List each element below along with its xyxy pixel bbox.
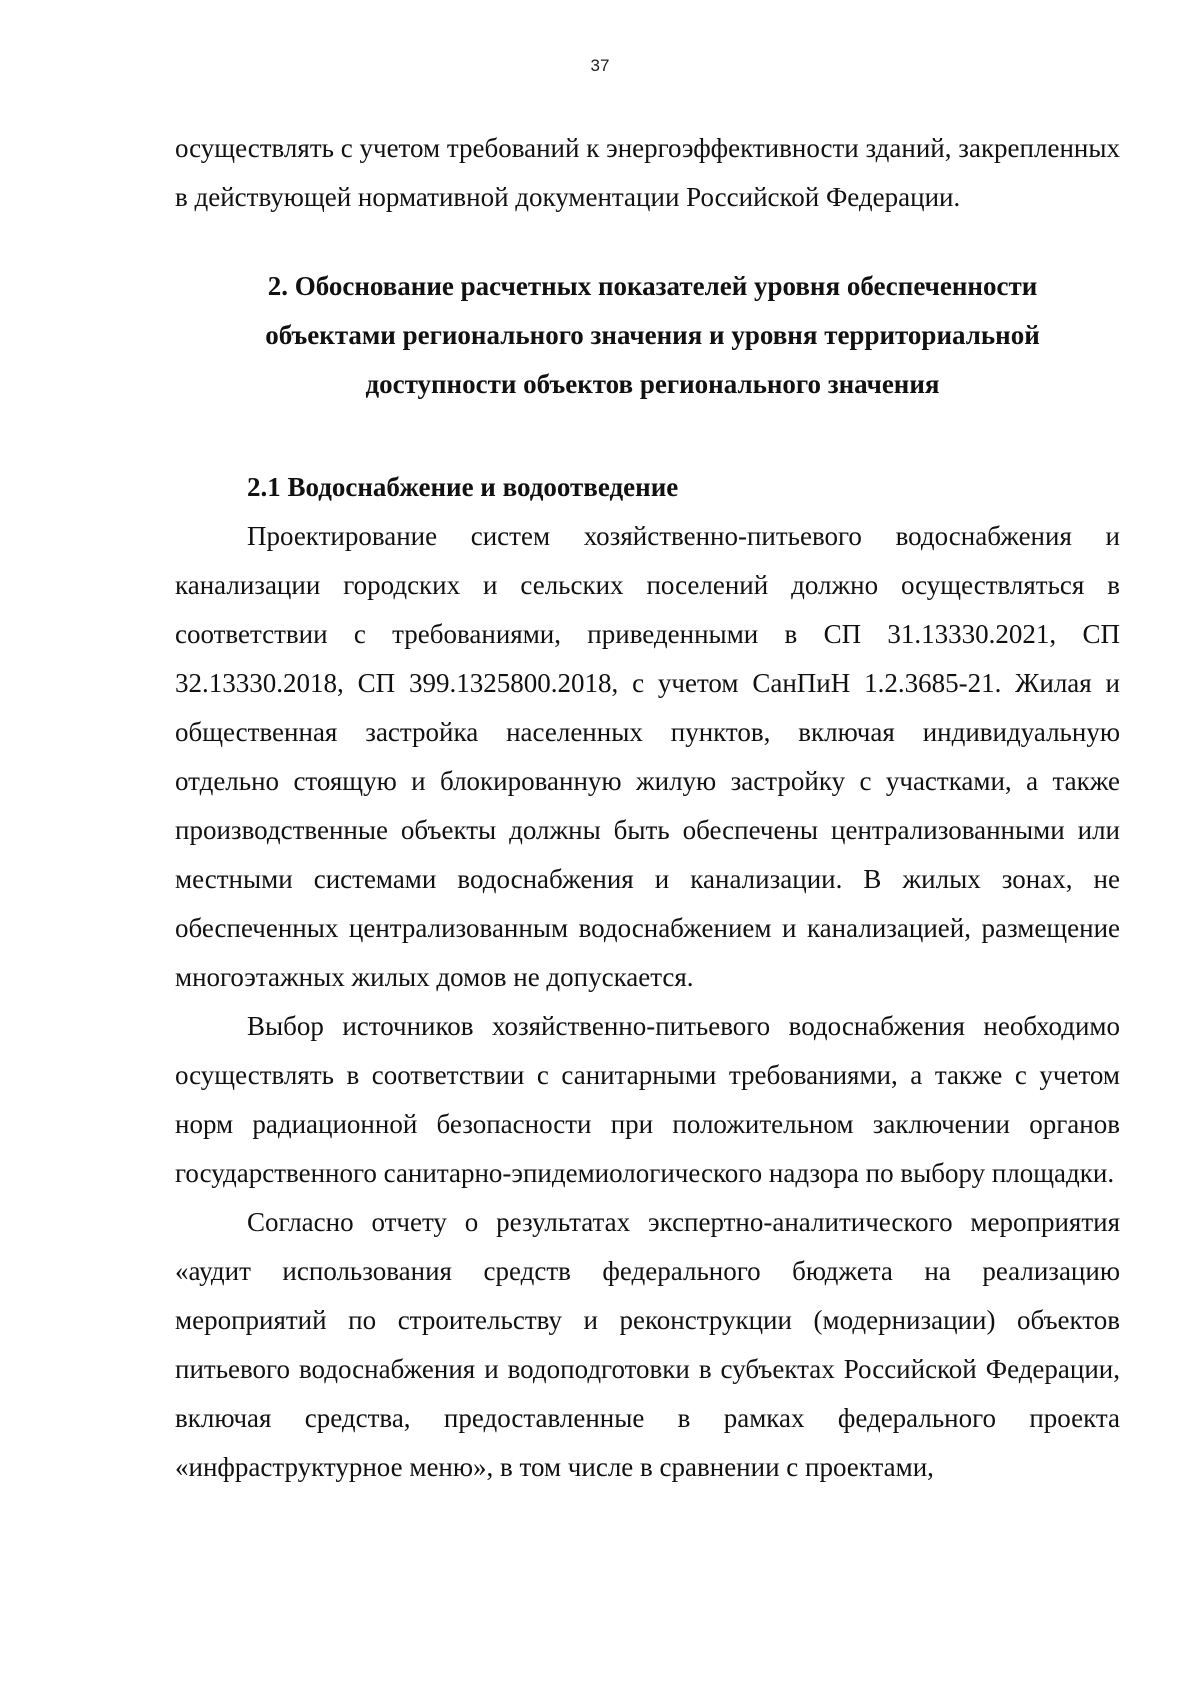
section-heading: 2. Обоснование расчетных показателей уровня обеспеченности объектами регионального значения и уровня территориальной доступности объектов регионального значения: [265, 271, 1040, 399]
body-paragraph-audit-report: Согласно отчету о результатах экспертно-аналитического мероприятия «аудит использования средств федерального бюджета на реализацию мероприятий по строительству и реконструкции (модернизации) объектов питьевого водоснабжения и водоподготовки в субъектах Российской Федерации, включая средства, предоставленные в рамках федерального проекта «инфраструктурное меню», в том числе в сравнении с проектами,: [175, 1207, 1120, 1482]
document-body: [175, 124, 1120, 1492]
body-paragraph-water-supply-design: Проектирование систем хозяйственно-питьевого водоснабжения и канализации городских и сельских поселений должно осуществляться в соответствии с требованиями, приведенными в СП 31.13330.2021, СП 32.13330.2018, СП 399.1325800.2018, с учетом СанПиН 1.2.3685-21. Жилая и общественная застройка населенных пунктов, включая индивидуальную отдельно стоящую и блокированную жилую застройку с участками, а также производственные объекты должны быть обеспечены централизованными или местными системами водоснабжения и канализации. В жилых зонах, не обеспеченных централизованным водоснабжением и канализацией, размещение многоэтажных жилых домов не допускается.: [175, 521, 1120, 992]
subsection-heading: 2.1 Водоснабжение и водоотведение: [247, 472, 679, 502]
page-number: 37: [590, 56, 610, 75]
intro-paragraph: осуществлять с учетом требований к энергоэффективности зданий, закрепленных в действующей нормативной документации Российской Федерации.: [175, 133, 1120, 212]
body-paragraph-source-selection: Выбор источников хозяйственно-питьевого водоснабжения необходимо осуществлять в соответствии с санитарными требованиями, а также с учетом норм радиационной безопасности при положительном заключении органов государственного санитарно-эпидемиологического надзора по выбору площадки.: [175, 1011, 1120, 1188]
